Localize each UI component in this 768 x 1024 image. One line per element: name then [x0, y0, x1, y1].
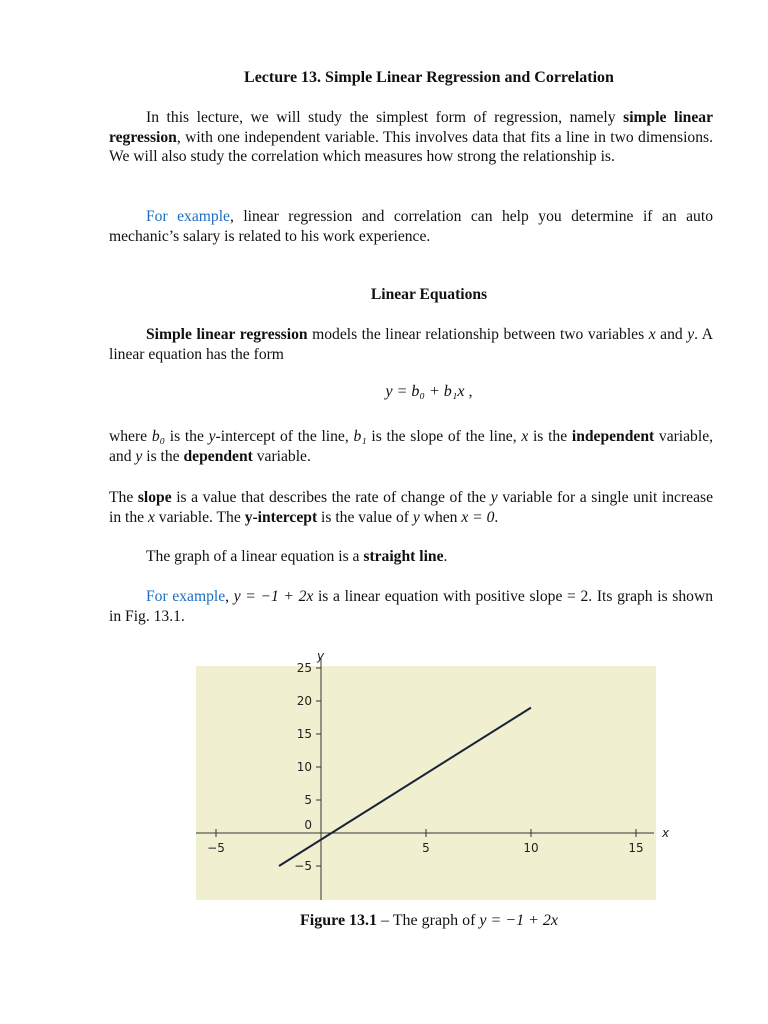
text-run: variable.	[252, 447, 311, 465]
bold-term: independent	[571, 428, 655, 445]
intro-paragraph	[109, 108, 713, 167]
inline-equation: x = 0	[461, 508, 495, 526]
text-run: The graph of a linear equation is a	[146, 548, 364, 565]
text-run: when	[419, 508, 462, 526]
var-y: y	[208, 428, 216, 445]
linear-equation: y = b₀ + b₁x ,	[385, 383, 473, 400]
text-run: .	[443, 548, 448, 565]
text-run: and	[655, 326, 688, 343]
plot-background	[196, 666, 656, 900]
y-tick-label: 5	[304, 793, 312, 807]
text-run: is a value that describes the rate of change of the	[171, 489, 491, 506]
text-run: The	[109, 489, 138, 506]
graph-paragraph	[109, 547, 713, 567]
x-tick-label: 10	[523, 841, 539, 855]
bold-term: Simple linear regression	[146, 326, 308, 343]
text-run: is the	[142, 447, 184, 465]
y-tick-label: 20	[296, 694, 312, 708]
text-run: – The graph of	[377, 912, 480, 929]
y-tick-label: −5	[294, 859, 312, 873]
example-paragraph	[109, 207, 713, 246]
text-run: where	[109, 428, 152, 445]
y-axis-label: y	[317, 650, 325, 663]
text-run: .	[494, 508, 499, 526]
var-y: y	[135, 447, 143, 465]
bold-term: straight line	[363, 548, 444, 565]
figure-caption	[109, 912, 749, 930]
text-run: is the value of	[317, 508, 413, 526]
text-run: . A linear equation has the form	[109, 326, 713, 363]
var-x: x	[147, 508, 155, 526]
text-run: variable. The	[154, 508, 245, 526]
text-run: is a linear equation with positive slope = 2. Its graph is shown in Fig. 13.1.	[109, 588, 714, 625]
var-b0: b₀	[151, 428, 166, 445]
example-equation-paragraph	[109, 587, 713, 626]
var-b1: b₁	[353, 428, 367, 445]
var-y: y	[490, 489, 498, 506]
y-tick-label: 10	[296, 760, 312, 774]
text-run: In this lecture, we will study the simplest form of regression, namely	[146, 109, 624, 126]
y-tick-label: 25	[296, 661, 312, 675]
y-tick-label: 15	[296, 727, 312, 741]
definitions-paragraph	[109, 427, 713, 466]
text-run: variable for a single unit increase in the	[109, 489, 713, 526]
figure-label: Figure 13.1	[300, 912, 378, 929]
text-run: is the slope of the line,	[366, 428, 522, 445]
text-run: -intercept of the line,	[215, 428, 354, 445]
var-x: x	[521, 428, 529, 445]
line-chart	[196, 650, 676, 902]
text-run: , linear regression and correlation can help you determine if an auto mechanic’s salary is related to his work experience.	[109, 208, 713, 245]
inline-equation: y = −1 + 2x	[479, 912, 558, 929]
bold-term: simple linear regression	[109, 109, 713, 146]
x-tick-label: −5	[207, 841, 225, 855]
text-run: models the linear relationship between two variables	[307, 326, 649, 343]
x-tick-label: 5	[422, 841, 430, 855]
text-run: , with one independent variable. This involves data that fits a line in two dimensions. We will also study the correlation which measures how strong the relationship is.	[109, 128, 713, 165]
var-x: x	[648, 326, 656, 343]
y-tick-label: 0	[304, 818, 312, 832]
page-title: Lecture 13. Simple Linear Regression and Correlation	[244, 69, 614, 86]
x-axis-label: x	[662, 826, 670, 840]
example-highlight: For example	[146, 588, 226, 605]
text-run: variable, and	[109, 428, 714, 465]
regression-paragraph	[109, 325, 713, 364]
x-tick-label: 15	[628, 841, 644, 855]
text-run: is the	[528, 428, 572, 445]
text-run: ,	[225, 588, 234, 605]
slope-paragraph	[109, 488, 713, 527]
section-heading: Linear Equations	[370, 286, 488, 303]
var-y: y	[687, 326, 695, 343]
var-y: y	[412, 508, 420, 526]
bold-term: y-intercept	[244, 508, 318, 526]
bold-term: slope	[137, 489, 172, 506]
figure-13-1-chart	[196, 650, 676, 902]
text-run: is the	[165, 428, 209, 445]
example-highlight: For example	[146, 208, 230, 225]
inline-equation: y = −1 + 2x	[233, 588, 314, 605]
bold-term: dependent	[183, 447, 253, 465]
